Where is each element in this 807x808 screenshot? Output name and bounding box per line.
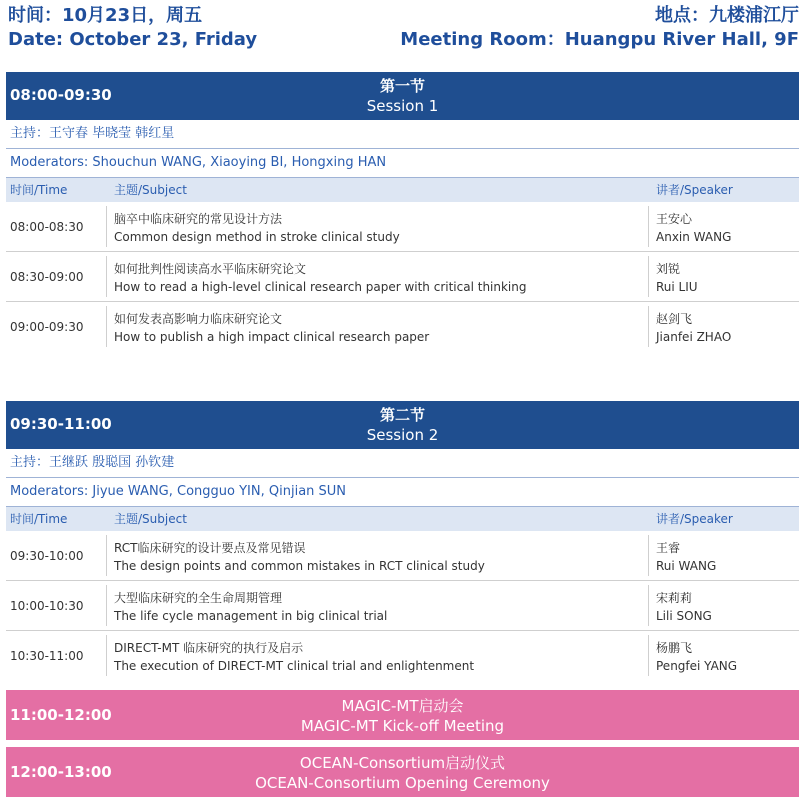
- table-row: [6, 581, 799, 631]
- event-title-cn: OCEAN-Consortium启动仪式: [299, 754, 506, 772]
- table-row: [6, 531, 799, 581]
- row-speaker-cn: 宋莉莉: [656, 591, 693, 605]
- session-title: [6, 405, 799, 445]
- row-speaker-en: Anxin WANG: [656, 230, 732, 244]
- row-subject-cn: 大型临床研究的全生命周期管理: [114, 591, 283, 605]
- row-time: 09:00-09:30: [10, 320, 84, 334]
- row-speaker-en: Rui LIU: [656, 280, 698, 294]
- event-time: 11:00-12:00: [10, 706, 112, 724]
- row-speaker-cn: 王安心: [656, 212, 693, 226]
- row-speaker-cn: 赵剑飞: [656, 312, 693, 326]
- header-date: [8, 4, 257, 52]
- row-subject-cn: 如何发表高影响力临床研究论文: [114, 312, 283, 326]
- event-title-en: MAGIC-MT Kick-off Meeting: [300, 717, 505, 735]
- row-subject-cn: RCT临床研究的设计要点及常见错误: [114, 541, 306, 555]
- row-subject-en: How to publish a high impact clinical research paper: [114, 330, 430, 344]
- session-title: [6, 76, 799, 116]
- location-cn: 地点：九楼浦江厅: [655, 5, 799, 26]
- row-subject-en: The design points and common mistakes in RCT clinical study: [114, 559, 485, 573]
- table-header: [6, 507, 799, 531]
- event-time: 12:00-13:00: [10, 763, 112, 781]
- row-time: 10:30-11:00: [10, 649, 84, 663]
- event-opening: [6, 747, 799, 797]
- table-row: [6, 202, 799, 252]
- date-cn: 时间：10月23日，周五: [8, 5, 203, 26]
- table-row: [6, 252, 799, 302]
- row-subject-en: The execution of DIRECT-MT clinical trial and enlightenment: [114, 659, 475, 673]
- session-time: 09:30-11:00: [10, 415, 112, 433]
- row-subject-en: How to read a high-level clinical research paper with critical thinking: [114, 280, 527, 294]
- row-subject-cn: 如何批判性阅读高水平临床研究论文: [114, 262, 307, 276]
- session-moderators: Moderators: Shouchun WANG, Xiaoying BI, Hongxing HAN: [6, 149, 799, 178]
- event-title-en: OCEAN-Consortium Opening Ceremony: [255, 774, 550, 792]
- event-title: [6, 753, 799, 793]
- session-title-en: Session 1: [366, 97, 439, 115]
- table-row: [6, 302, 799, 351]
- row-time: 09:30-10:00: [10, 549, 84, 563]
- session-host: 主持：王继跃 殷聪国 孙钦建: [6, 449, 799, 478]
- table-row: [6, 631, 799, 680]
- session-header-bar: [6, 401, 799, 449]
- row-speaker-en: Jianfei ZHAO: [656, 330, 732, 344]
- date-en: Date: October 23, Friday: [8, 29, 258, 50]
- col-speaker: 讲者/Speaker: [656, 512, 733, 526]
- col-time: 时间/Time: [10, 183, 68, 197]
- col-subject: 主题/Subject: [114, 512, 187, 526]
- row-speaker-cn: 杨鹏飞: [656, 641, 693, 655]
- row-time: 08:00-08:30: [10, 220, 84, 234]
- event-title: [6, 696, 799, 736]
- row-subject-en: Common design method in stroke clinical study: [114, 230, 400, 244]
- col-time: 时间/Time: [10, 512, 68, 526]
- session-title-en: Session 2: [366, 426, 439, 444]
- location-en: Meeting Room：Huangpu River Hall, 9F: [400, 29, 799, 50]
- row-subject-cn: 脑卒中临床研究的常见设计方法: [114, 212, 283, 226]
- col-speaker: 讲者/Speaker: [656, 183, 733, 197]
- row-speaker-en: Pengfei YANG: [656, 659, 738, 673]
- row-speaker-cn: 王睿: [656, 541, 681, 555]
- header: [8, 4, 799, 52]
- table-header: [6, 178, 799, 202]
- session-title-cn: 第一节: [379, 77, 425, 95]
- session-2: [6, 401, 799, 680]
- col-subject: 主题/Subject: [114, 183, 187, 197]
- session-header-bar: [6, 72, 799, 120]
- row-subject-cn: DIRECT-MT 临床研究的执行及启示: [114, 641, 304, 655]
- row-time: 08:30-09:00: [10, 270, 84, 284]
- row-time: 10:00-10:30: [10, 599, 84, 613]
- event-kickoff: [6, 690, 799, 740]
- session-title-cn: 第二节: [379, 406, 425, 424]
- row-speaker-en: Rui WANG: [656, 559, 717, 573]
- row-speaker-en: Lili SONG: [656, 609, 712, 623]
- session-moderators: Moderators: Jiyue WANG, Congguo YIN, Qinjian SUN: [6, 478, 799, 507]
- row-speaker-cn: 刘锐: [656, 262, 681, 276]
- event-title-cn: MAGIC-MT启动会: [341, 697, 464, 715]
- session-time: 08:00-09:30: [10, 86, 112, 104]
- session-host: 主持：王守春 毕晓莹 韩红星: [6, 120, 799, 149]
- row-subject-en: The life cycle management in big clinical trial: [114, 609, 388, 623]
- header-location: [400, 4, 799, 52]
- session-1: [6, 72, 799, 351]
